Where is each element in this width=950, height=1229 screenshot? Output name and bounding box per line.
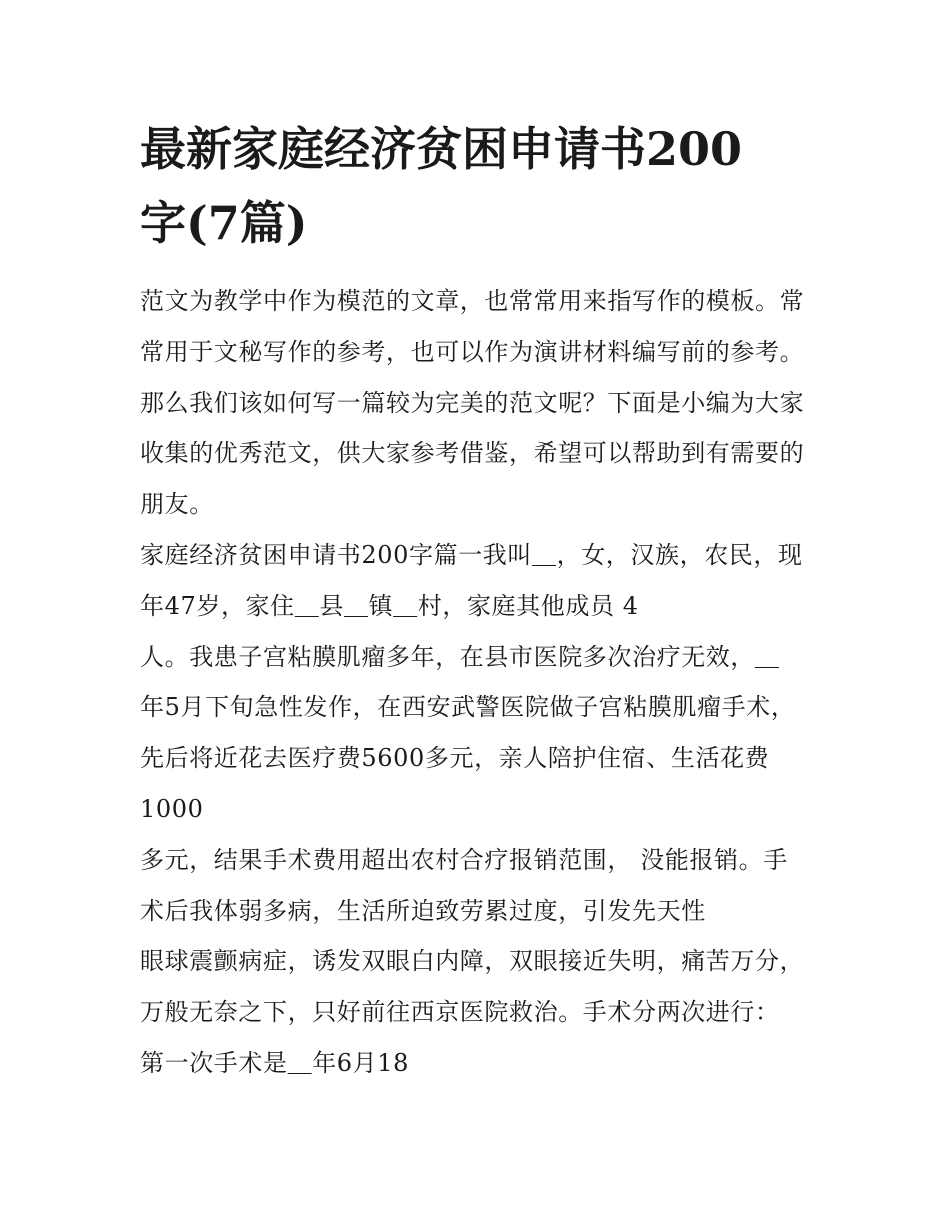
body-line: 朋友。 [140,490,214,519]
body-line: 1000 [140,794,204,823]
body-line: 年47岁，家住＿县＿镇＿村，家庭其他成员 4 [140,591,639,620]
body-line: 那么我们该如何写一篇较为完美的范文呢？下面是小编为大家 [140,388,805,417]
body-line: 术后我体弱多病，生活所迫致劳累过度，引发先天性 [140,896,706,925]
document-body [140,276,830,1089]
body-line: 人。我患子宫粘膜肌瘤多年，在县市医院多次治疗无效，＿ [140,642,780,671]
body-line: 眼球震颤病症，诱发双眼白内障，双眼接近失明，痛苦万分， [140,947,805,976]
body-line: 万般无奈之下，只好前往西京医院救治。手术分两次进行： [140,998,780,1027]
title-line: 字(7篇) [140,196,308,250]
title-line: 最新家庭经济贫困申请书200 [140,122,743,176]
body-line: 年5月下旬急性发作，在西安武警医院做子宫粘膜肌瘤手术， [140,693,796,722]
body-line: 第一次手术是＿年6月18 [140,1048,410,1077]
body-line: 家庭经济贫困申请书200字篇一我叫＿，女，汉族，农民，现 [140,540,803,569]
body-line: 范文为教学中作为模范的文章，也常常用来指写作的模板。常 [140,287,805,315]
body-line: 先后将近花去医疗费5600多元，亲人陪护住宿、生活花费 [140,744,770,773]
body-line: 多元，结果手术费用超出农村合疗报销范围， 没能报销。手 [140,845,788,874]
body-line: 常用于文秘写作的参考，也可以作为演讲材料编写前的参考。 [140,337,805,366]
document-title [140,112,830,260]
body-line: 收集的优秀范文，供大家参考借鉴，希望可以帮助到有需要的 [140,439,805,468]
